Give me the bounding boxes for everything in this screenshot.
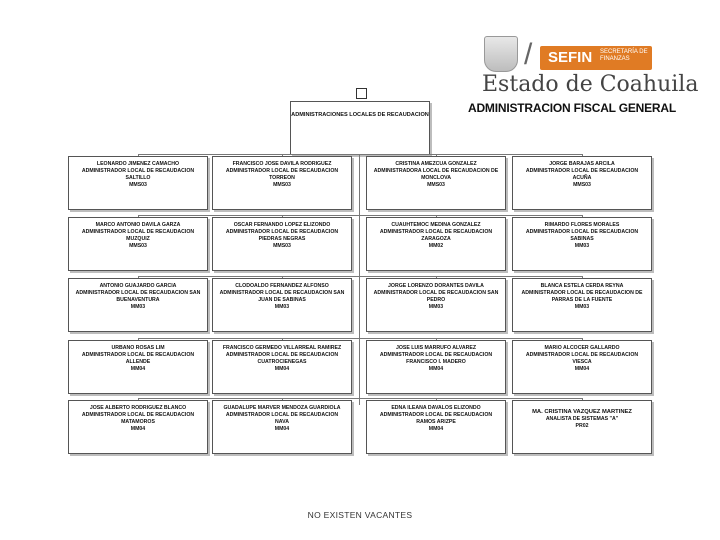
node-code: MM04	[130, 366, 146, 372]
org-node	[68, 340, 208, 394]
node-position: ADMINISTRADOR LOCAL DE RECAUDACION DE	[521, 290, 643, 296]
node-name: JOSE ALBERTO RODRIGUEZ BLANCO	[89, 405, 187, 411]
node-place: CUATROCIENEGAS	[257, 359, 307, 365]
node-code: MM03	[428, 304, 444, 310]
node-name: URBANO ROSAS LIM	[111, 345, 165, 351]
root-title: ADMINISTRACIONES LOCALES DE RECAUDACION	[291, 112, 429, 118]
node-position: ADMINISTRADOR LOCAL DE RECAUDACION	[81, 168, 195, 174]
trunk-line	[359, 155, 360, 405]
node-name: EDNA ILEANA DAVALOS ELIZONDO	[391, 405, 481, 411]
node-code: MM04	[130, 426, 146, 432]
node-code: MMS03	[273, 182, 291, 188]
node-code: MM04	[274, 426, 290, 432]
root-node	[290, 101, 430, 155]
node-place: VIESCA	[572, 359, 592, 365]
coat-of-arms-icon	[484, 36, 518, 72]
node-name: JORGE BARAJAS ARCILA	[549, 161, 615, 167]
node-place: SABINAS	[570, 236, 594, 242]
row-connector	[138, 338, 582, 339]
node-name: CUAUHTEMOC MEDINA GONZALEZ	[391, 222, 481, 228]
org-node	[68, 278, 208, 332]
node-position: ADMINISTRADOR LOCAL DE RECAUDACION	[81, 229, 195, 235]
node-position: ADMINISTRADOR LOCAL DE RECAUDACION SAN	[373, 290, 499, 296]
node-position: ADMINISTRADOR LOCAL DE RECAUDACION	[225, 168, 339, 174]
node-code: MMS03	[129, 243, 147, 249]
node-position: ADMINISTRADOR LOCAL DE RECAUDACION SAN	[75, 290, 201, 296]
node-code: MM04	[574, 366, 590, 372]
node-position: ADMINISTRADORA LOCAL DE RECAUDACION DE	[373, 168, 499, 174]
node-name: RIMARDO FLORES MORALES	[544, 222, 620, 228]
org-node	[68, 400, 208, 454]
node-place: JUAN DE SABINAS	[258, 297, 306, 303]
node-place: ACUÑA	[572, 175, 592, 181]
node-position: ADMINISTRADOR LOCAL DE RECAUDACION	[525, 229, 639, 235]
page-title: ADMINISTRACION FISCAL GENERAL	[468, 101, 676, 115]
node-name: MARCO ANTONIO DAVILA GARZA	[95, 222, 181, 228]
node-code: MM03	[130, 304, 146, 310]
node-place: NAVA	[275, 419, 289, 425]
estado-title: Estado de Coahuila	[482, 72, 699, 97]
node-place: FRANCISCO I. MADERO	[406, 359, 466, 365]
node-position: ADMINISTRADOR LOCAL DE RECAUDACION	[379, 352, 493, 358]
node-name: MARIO ALCOCER GALLARDO	[544, 345, 620, 351]
org-node	[512, 217, 652, 271]
node-name: BLANCA ESTELA CERDA REYNA	[540, 283, 624, 289]
org-node	[512, 400, 652, 454]
org-node	[212, 340, 352, 394]
node-name: ANTONIO GUAJARDO GARCIA	[99, 283, 177, 289]
row-connector	[138, 215, 582, 216]
org-node	[366, 156, 506, 210]
node-name: JORGE LORENZO DORANTES DAVILA	[388, 283, 484, 289]
node-place: ALLENDE	[125, 359, 151, 365]
node-name: CRISTINA AMEZCUA GONZALEZ	[395, 161, 477, 167]
node-code: MM02	[428, 243, 444, 249]
node-position: ADMINISTRADOR LOCAL DE RECAUDACION	[81, 412, 195, 418]
row-connector	[138, 398, 582, 399]
node-code: MMS03	[129, 182, 147, 188]
node-code: MM04	[274, 366, 290, 372]
org-node	[512, 340, 652, 394]
node-name: FRANCISCO JOSE DAVILA RODRIGUEZ	[232, 161, 332, 167]
org-node	[212, 217, 352, 271]
sefin-sublabel: SECRETARÍA DE FINANZAS	[600, 49, 648, 62]
node-place: PIEDRAS NEGRAS	[258, 236, 306, 242]
node-code: MM03	[574, 243, 590, 249]
org-node	[212, 278, 352, 332]
node-name: MA. CRISTINA VAZQUEZ MARTINEZ	[532, 409, 632, 415]
org-node	[68, 217, 208, 271]
sefin-logo	[540, 46, 652, 70]
node-place: SALTILLO	[125, 175, 151, 181]
org-node	[68, 156, 208, 210]
node-name: CLODOALDO FERNANDEZ ALFONSO	[235, 283, 329, 289]
node-place: MATAMOROS	[121, 419, 155, 425]
node-code: PR02	[575, 423, 589, 429]
node-place: MONCLOVA	[421, 175, 451, 181]
sefin-label: SEFIN	[548, 49, 593, 66]
org-node	[512, 278, 652, 332]
org-node	[366, 278, 506, 332]
node-name: GUADALUPE MARVER MENDOZA GUARDIOLA	[223, 405, 341, 411]
node-name: JOSE LUIS MARRUFO ALVAREZ	[395, 345, 477, 351]
node-position: ADMINISTRADOR LOCAL DE RECAUDACION	[379, 229, 493, 235]
node-position: ADMINISTRADOR LOCAL DE RECAUDACION	[525, 352, 639, 358]
node-place: PEDRO	[426, 297, 446, 303]
node-code: MMS03	[273, 243, 291, 249]
node-name: FRANCISCO GERMEDO VILLARREAL RAMIREZ	[222, 345, 342, 351]
org-node	[366, 400, 506, 454]
node-position: ADMINISTRADOR LOCAL DE RECAUDACION	[525, 168, 639, 174]
node-position: ADMINISTRADOR LOCAL DE RECAUDACION	[225, 229, 339, 235]
row-connector	[138, 276, 582, 277]
node-position: ADMINISTRADOR LOCAL DE RECAUDACION	[81, 352, 195, 358]
node-place: RAMOS ARIZPE	[416, 419, 456, 425]
node-place: PARRAS DE LA FUENTE	[551, 297, 613, 303]
node-position: ADMINISTRADOR LOCAL DE RECAUDACION	[379, 412, 493, 418]
org-node	[212, 156, 352, 210]
node-place: BUENAVENTURA	[116, 297, 160, 303]
node-position: ANALISTA DE SISTEMAS "A"	[545, 416, 619, 422]
node-place: MUZQUIZ	[126, 236, 150, 242]
org-node	[366, 217, 506, 271]
footer-note: NO EXISTEN VACANTES	[307, 510, 413, 520]
node-code: MM04	[428, 426, 444, 432]
row-connector	[138, 154, 582, 155]
node-name: LEONARDO JIMENEZ CAMACHO	[96, 161, 180, 167]
node-position: ADMINISTRADOR LOCAL DE RECAUDACION SAN	[219, 290, 345, 296]
node-code: MM04	[428, 366, 444, 372]
coahuila-logo: / SEFIN SECRETARÍA DE FINANZAS Estado de Coahuila	[482, 38, 699, 97]
node-position: ADMINISTRADOR LOCAL DE RECAUDACION	[225, 412, 339, 418]
org-node	[512, 156, 652, 210]
org-chart-icon	[356, 88, 367, 99]
node-name: OSCAR FERNANDO LOPEZ ELIZONDO	[233, 222, 331, 228]
node-code: MM03	[274, 304, 290, 310]
node-code: MM03	[574, 304, 590, 310]
org-node	[212, 400, 352, 454]
node-code: MMS03	[573, 182, 591, 188]
org-node	[366, 340, 506, 394]
node-code: MMS03	[427, 182, 445, 188]
node-place: ZARAGOZA	[421, 236, 451, 242]
node-place: TORREON	[269, 175, 295, 181]
node-position: ADMINISTRADOR LOCAL DE RECAUDACION	[225, 352, 339, 358]
